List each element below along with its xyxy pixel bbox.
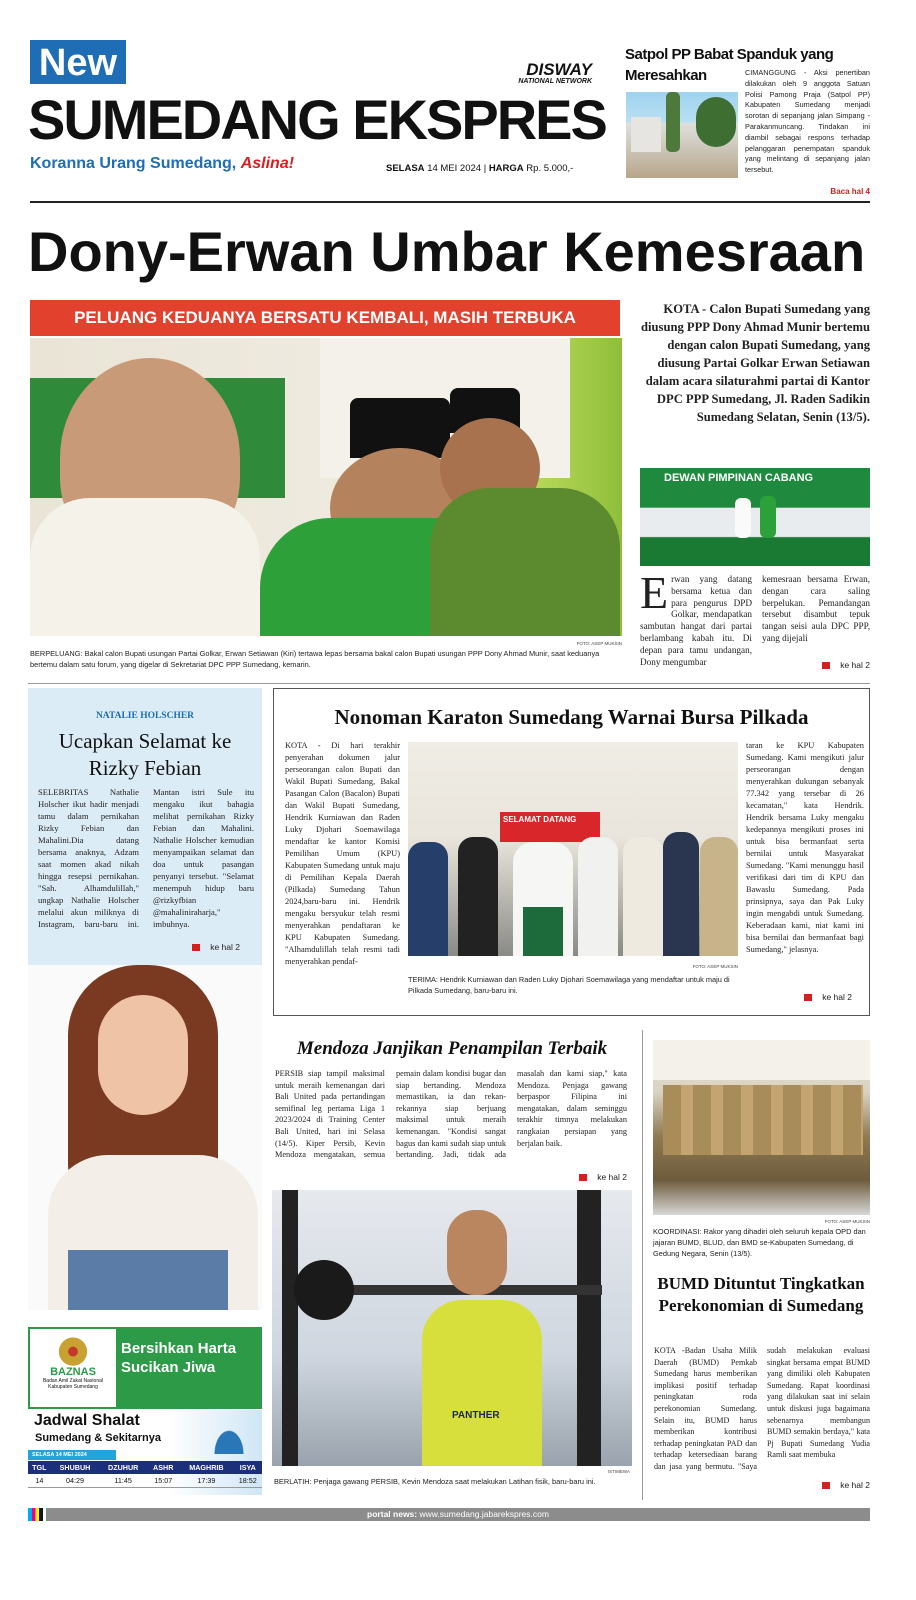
- lead-banner: PELUANG KEDUANYA BERSATU KEMBALI, MASIH TERBUKA: [30, 300, 620, 336]
- disway-logo: DISWAY: [526, 60, 592, 79]
- header-cell: MAGHRIB: [189, 1463, 224, 1472]
- bumd-headline: BUMD Dituntut Tingkatkan Perekonomian di Sumedang: [657, 1274, 865, 1315]
- prayer-table: [28, 1461, 262, 1488]
- prayer-subtitle: Sumedang & Sekitarnya: [35, 1432, 161, 1444]
- baznas-logo-box: [30, 1329, 116, 1407]
- lead-headline: Dony-Erwan Umbar Kemesraan: [28, 220, 866, 283]
- lead-caption: BERPELUANG: Bakal calon Bupati usungan Partai Golkar, Erwan Setiawan (Kiri) tertawa lepas bersama bakal calon Bupati usungan PPP Dony Ahmad Munir, saat keduanya bertemu dalam satu forum, yang digelar di Sekretariat DPC PPP Sumedang, kemarin.: [30, 649, 600, 669]
- sport-photo: [272, 1190, 632, 1466]
- section-rule: [28, 683, 870, 684]
- teaser-headline: Satpol PP Babat Spanduk yang Meresahkan: [625, 46, 834, 84]
- lead-body-col2: kemesraan bersama Erwan, dengan cara saling berpelukan. Pemandangan tersebut disambut tepuk tangan seisi aula DPC PPP, yang dijejali: [762, 574, 870, 643]
- pilkada-more-link[interactable]: ke hal 2: [770, 992, 852, 1002]
- cell: 15:07: [154, 1476, 173, 1485]
- masthead-rule: [30, 201, 870, 203]
- sport-photo-credit: ISTIMEWA: [607, 1469, 630, 1474]
- prayer-date: SELASA 14 MEI 2024: [28, 1450, 116, 1460]
- bumd-more-link[interactable]: ke hal 2: [780, 1480, 870, 1490]
- pilkada-photo: [408, 742, 738, 956]
- garuda-emblem-icon: [58, 1334, 88, 1366]
- cell: 18:52: [238, 1476, 257, 1485]
- dropcap: E: [640, 567, 669, 618]
- celebrity-headline: Ucapkan Selamat ke Rizky Febian: [58, 729, 232, 780]
- lead-photo: [30, 338, 622, 636]
- baznas-ad[interactable]: [28, 1327, 262, 1409]
- prayer-table-row: [28, 1474, 262, 1488]
- celebrity-kicker: NATALIE HOLSCHER: [95, 711, 195, 721]
- footer-label: portal news:: [367, 1509, 418, 1519]
- celebrity-body: SELEBRITAS Nathalie Holscher ikut hadir menjadi tamu dalam pernikahan Rizky Febian dan Mahalini.Dia datang bersama anaknya, Adzam saat momen akad nikah hingga resepsi pernikahan. "Sah. Alhamdulillah," ungkap Nathalie Holscher melalui akun miliknya di Instagram, baru-baru ini. Mantan istri Sule itu mengaku ikut bahagia melihat pernikahan Rizky Febian dan Mahalini. Nathalie Holscher kemudian menyampaikan selamat dan doa untuk pasangan penyanyi tersebut. "Selamat menempuh hidup baru @rizkyfbian @mahaliniraharja," imbuhnya.: [38, 787, 254, 929]
- pilkada-photo-credit: FOTO: ASEP MUKSIN: [692, 964, 738, 969]
- pilkada-headline: Nonoman Karaton Sumedang Warnai Bursa Pilkada: [334, 705, 809, 729]
- header-cell: ASHR: [153, 1463, 174, 1472]
- bumd-body: KOTA -Badan Usaha Milik Daerah (BUMD) Pemkab Sumedang harus memberikan implikasi positif terhadap peningkatan roda perekonomian Sumedang. Selain itu, BUMD harus memberikan kontribusi terhadap peningkatan PAD dan terhadap ketersediaan barang dan jasa yang bermutu. "Saya sudah melakukan evaluasi singkat bersama empat BUMD yang dimiliki oleh Kabupaten Sumedang. Rapat koordinasi yang dilakukan saat ini selain untuk diskusi juga bagaimana sebenarnya membangun BUMD semakin berdaya," kata Pj Bupati Sumedang Yudia Ramli saat membuka: [654, 1346, 870, 1471]
- issue-day: SELASA: [386, 163, 425, 174]
- new-badge: New: [30, 40, 126, 84]
- baznas-subtitle: Badan Amil Zakat Nasional Kabupaten Sumedang: [42, 1378, 104, 1390]
- prayer-table-header: [28, 1461, 262, 1474]
- pilkada-body-col3: taran ke KPU Kabupaten Sumedang. Kami mengikuti jalur perseorangan dengan menyerahkan dukungan sebanyak 77.342 yang tersebar di 26 kecamatan," kata Hendrik. Hendrik bersama Luky mengaku kedepannya mengikuti proses ini untuk bisa bermanfaat serta bernilai untuk Masyarakat Sumedang. "Kami menunggu hasil verifikasi dari tim di KPU dan Bawaslu Sumedang. Pada prinsipnya, saya dan Pak Luky ingin mengabdi untuk Sumedang. Keberadaan kami, niat kami ini bisa bernilai dan bermanfaat bagi Sumedang," jelasnya.: [746, 741, 864, 954]
- cell: 11:45: [114, 1476, 132, 1485]
- baznas-brand: BAZNAS: [50, 1366, 96, 1378]
- pilkada-photo-banner: SELAMAT DATANG: [500, 812, 600, 842]
- jersey-text: PANTHER: [452, 1410, 500, 1421]
- tagline: [30, 155, 294, 173]
- sport-headline: Mendoza Janjikan Penampilan Terbaik: [296, 1038, 608, 1059]
- teaser-more-link[interactable]: Baca hal 4: [830, 187, 870, 196]
- mosque-icon: [204, 1414, 254, 1454]
- lead-body-col1: [640, 567, 752, 668]
- issue-date-price: SELASA 14 MEI 2024 | HARGA Rp. 5.000,-: [386, 163, 574, 174]
- newspaper-title: SUMEDANG EKSPRES: [28, 88, 606, 151]
- tagline-text: Koranna Urang Sumedang,: [30, 155, 237, 172]
- ad-slogan-line2: Sucikan Jiwa: [121, 1359, 216, 1376]
- bumd-caption: KOORDINASI: Rakor yang dihadiri oleh seluruh kepala OPD dan jajaran BUMD, BLUD, dan BMD se-Kabupaten Sumedang, di Gedung Negara, Senin (13/5).: [653, 1227, 866, 1258]
- price: Rp. 5.000,-: [526, 163, 574, 174]
- teaser-body: CIMANGGUNG - Aksi penertiban dilakukan oleh 9 anggota Satuan Polisi Pamong Praja (Satpol PP) Kabupaten Sumedang menjadi sorotan di sepanjang jalan Simpang - Parakanmuncang. Tindakan ini diambil sebagai respons terhadap pelanggaran penempatan spanduk yang melintang di sepanjang jalan tersebut.: [745, 68, 870, 175]
- lead-more-link[interactable]: ke hal 2: [780, 660, 870, 670]
- pilkada-body-col1: KOTA - Di hari terakhir penyerahan dokumen jalur perseorangan calon Bupati dan Wakil Bupati Sumedang, Bakal Pasangan Calon (Bacalon) Bupati dan Wakil Bupati Sumedang, Hendrik Kurniawan dan Raden Luky Djohari Soemawilaga mendaftar ke kantor Komisi Pemilihan Umum (KPU) Kabupaten Sumedang untuk maju di Pemilihan Kepala Daerah (Pilkada) Sumedang Tahun 2024,baru-baru ini. Hendrik mengaku bersyukur telah resmi menyerahkan pendaftaran ke KPU Kabupaten Sumedang. "Alhamdulillah telah resmi tadi menyerahkan pendaf-: [285, 741, 400, 966]
- celebrity-more-link[interactable]: ke hal 2: [160, 942, 240, 952]
- celebrity-photo: [28, 965, 262, 1310]
- lead-body-text-1: rwan yang datang bersama ketua dan para pengurus DPD Golkar, mendapatkan sambutan hangat dari partai berlambang kabah itu. Di depan para tamu undangan, Dony mengumbar: [640, 574, 752, 667]
- lead-inset-photo: [640, 468, 870, 566]
- sport-caption: BERLATIH: Penjaga gawang PERSIB, Kevin Mendoza saat melakukan Latihan fisik, baru-baru ini.: [274, 1477, 596, 1486]
- bumd-photo-credit: FOTO: ASEP MUKSIN: [824, 1219, 870, 1224]
- tagline-accent: Aslina!: [240, 155, 295, 172]
- header-cell: TGL: [32, 1463, 47, 1472]
- inset-banner-text: DEWAN PIMPINAN CABANG: [664, 472, 814, 484]
- prayer-schedule: [28, 1410, 262, 1495]
- lead-intro: KOTA - Calon Bupati Sumedang yang diusung PPP Dony Ahmad Munir bertemu dengan calon Bupati Sumedang, yang diusung Partai Golkar Erwan Setiawan dalam acara silaturahmi partai di Kantor DPC PPP Sumedang, Jl. Raden Sadikin Sumedang Selatan, Senin (13/5).: [641, 302, 870, 424]
- pilkada-caption: TERIMA: Hendrik Kurniawan dan Raden Luky Djohari Soemawilaga yang mendaftar untuk maju di Pilkada Sumedang, baru-baru ini.: [408, 975, 730, 995]
- price-label: HARGA: [488, 163, 524, 174]
- teaser-photo: [626, 92, 738, 178]
- ad-slogan-line1: Bersihkan Harta: [121, 1340, 237, 1357]
- cell: 04:29: [65, 1476, 84, 1485]
- column-rule: [642, 1030, 643, 1500]
- cell: 14: [35, 1476, 44, 1485]
- footer-bar: [46, 1508, 870, 1521]
- sport-more-link[interactable]: ke hal 2: [540, 1172, 627, 1182]
- header-cell: ISYA: [239, 1463, 256, 1472]
- network-subtitle: NATIONAL NETWORK: [518, 78, 592, 85]
- prayer-title: Jadwal Shalat: [34, 1412, 140, 1429]
- lead-photo-credit: FOTO: ASEP MUKSIN: [576, 641, 622, 646]
- header-cell: DZUHUR: [108, 1463, 139, 1472]
- issue-date: 14 MEI 2024: [427, 163, 482, 174]
- cell: 17:39: [197, 1476, 216, 1485]
- print-color-bar: [28, 1508, 43, 1521]
- footer-url[interactable]: www.sumedang.jabarekspres.com: [419, 1509, 549, 1519]
- network-logo: [500, 62, 592, 85]
- header-cell: SHUBUH: [59, 1463, 91, 1472]
- bumd-photo: [653, 1040, 870, 1215]
- sport-body: PERSIB siap tampil maksimal untuk meraih kemenangan dari Bali United pada pertandingan semifinal leg pertama Liga 1 2023/2024 di Training Center Bali United, hari ini Selasa (14/5). Kiper Persib, Kevin Mendoza mengatakan, semua pemain dalam kondisi bugar dan siap bertanding. Mendoza memastikan, ia dan rekan-rekannya siap berjuang maksimal untuk meraih kemenangan. "Kondisi sangat bagus dan kami sudah siap untuk bertanding. Jadi, tidak ada masalah dan kami siap," kata Mendoza. Penjaga gawang berpaspor Filipina ini mengatakan, dalam seminggu terakhir timnya melakukan rangkaian persiapan yang berjalan baik.: [275, 1069, 627, 1160]
